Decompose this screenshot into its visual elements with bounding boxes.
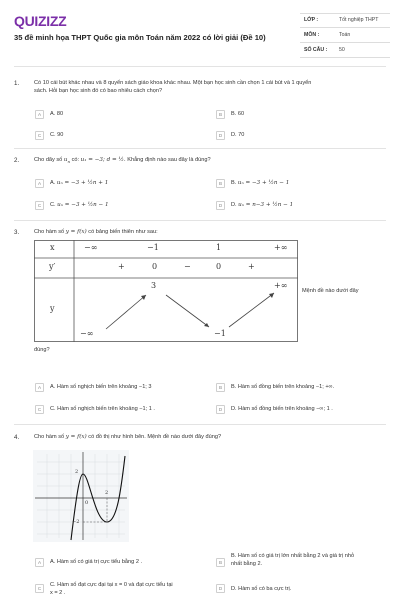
option-prefix: C. — [50, 202, 56, 208]
option-b-text[interactable]: B. Hàm số đồng biến trên khoảng −1; +∞. — [231, 384, 335, 390]
meta-divider — [300, 57, 390, 58]
function-graph-plot — [33, 450, 129, 542]
option-text-line: B. Hàm số có giá trị lớn nhất bằng 2 và giá trị nhỏ — [231, 553, 355, 559]
option-formula: uₙ = −3 + ½n + 1 — [56, 180, 109, 186]
meta-divider — [300, 42, 390, 43]
sign-mark: + — [118, 262, 125, 271]
meta-key-class: LỚP : — [304, 17, 319, 23]
header-divider — [14, 66, 386, 67]
question-number: 4. — [14, 434, 20, 441]
option-d-box[interactable]: D — [216, 405, 225, 414]
variation-table-grid — [34, 240, 298, 342]
sign-mark: + — [248, 262, 255, 271]
question-text: Cho hàm số — [34, 229, 65, 235]
variation-table — [34, 240, 298, 342]
option-c-text[interactable]: C. Hàm số nghịch biến trên khoảng −1; 1 . — [50, 406, 155, 412]
question-text-line: Có 10 cái bút khác nhau và 8 quyển sách giáo khoa khác nhau. Một bạn học sinh cần chọn 1 cái bút và 1 quyển — [34, 80, 312, 86]
option-a-text[interactable]: A. 80 — [50, 111, 64, 117]
option-d-text[interactable]: D. Hàm số đồng biến trên khoảng −∞; 1 . — [231, 406, 333, 412]
option-d-box[interactable]: D — [216, 201, 225, 210]
option-a-text[interactable]: A. Hàm số có giá trị cực tiểu bằng 2 . — [50, 559, 143, 565]
option-b-box[interactable]: B — [216, 558, 225, 567]
option-a-box[interactable]: A — [35, 179, 44, 188]
option-prefix: B. — [231, 180, 237, 186]
option-text-line: nhất bằng 2. — [231, 560, 263, 567]
quizizz-logo: QUIZIZZ — [14, 13, 67, 29]
option-c-text[interactable] — [50, 202, 109, 210]
option-b-text[interactable] — [231, 180, 289, 188]
x-value: −∞ — [84, 243, 98, 252]
option-formula: uₙ = −3 + ½n − 1 — [57, 202, 109, 208]
x-value: 1 — [216, 243, 222, 252]
function-formula: y = f(x) — [65, 434, 87, 440]
question-text: có: — [71, 157, 80, 163]
graph-label: 2 — [75, 469, 79, 475]
question-text-line — [34, 228, 158, 236]
question-divider — [14, 220, 386, 221]
function-graph — [33, 450, 129, 542]
meta-value-subject: Toán — [339, 32, 351, 38]
question-text: có bảng biến thiên như sau: — [88, 229, 158, 235]
row-x-label: x — [50, 243, 55, 252]
sign-mark: 0 — [152, 262, 158, 271]
meta-key-subject: MÔN : — [304, 32, 320, 38]
question-number: 3. — [14, 229, 20, 236]
y-value: −∞ — [80, 329, 94, 338]
option-c-box[interactable]: C — [35, 584, 44, 593]
option-text-line: x = 2 . — [50, 589, 66, 596]
question-text-line — [34, 433, 221, 441]
seq-sub: n — [67, 159, 71, 165]
option-prefix: D. — [231, 202, 237, 208]
condition-formula: u₁ = −3; d = ½. — [80, 157, 126, 163]
x-value: +∞ — [274, 243, 288, 252]
row-yprime-label: y′ — [49, 262, 56, 271]
increasing-arrow — [106, 295, 146, 329]
y-value: −1 — [214, 329, 226, 338]
question-divider — [14, 148, 386, 149]
question-text-line: sách. Hỏi bạn học sinh đó có bao nhiêu cách chọn? — [34, 88, 163, 94]
page-title: 35 đề minh họa THPT Quốc gia môn Toán năm 2022 có lời giải (Đề 10) — [14, 33, 266, 42]
option-a-box[interactable]: A — [35, 110, 44, 119]
meta-value-count: 50 — [339, 47, 345, 53]
question-side-text: Mệnh đề nào dưới đây — [302, 288, 359, 294]
question-text: Cho dãy số — [34, 157, 63, 163]
sequence-symbol — [64, 157, 70, 163]
option-formula: uₙ = −3 + ½n − 1 — [237, 180, 290, 186]
option-c-text[interactable] — [50, 582, 173, 597]
option-text-line: C. Hàm số đạt cực đại tại x = 0 và đạt cực tiểu tại — [50, 582, 173, 588]
question-number: 2. — [14, 157, 20, 164]
question-text-line: đúng? — [34, 347, 50, 353]
question-text: Khẳng định nào sau đây là đúng? — [127, 157, 211, 163]
increasing-arrow — [229, 293, 274, 327]
meta-divider — [300, 13, 390, 14]
option-d-box[interactable]: D — [216, 131, 225, 140]
option-c-box[interactable]: C — [35, 201, 44, 210]
option-d-text[interactable]: D. 70 — [231, 132, 245, 138]
option-a-text[interactable]: A. Hàm số nghịch biến trên khoảng −1; 3 — [50, 384, 152, 390]
meta-key-count: SỐ CÂU : — [304, 47, 328, 53]
option-b-text[interactable]: B. 60 — [231, 111, 245, 117]
option-b-box[interactable]: B — [216, 179, 225, 188]
meta-value-class: Tốt nghiệp THPT — [339, 17, 379, 23]
option-prefix: A. — [50, 180, 56, 186]
sign-mark: − — [184, 262, 191, 271]
question-number: 1. — [14, 80, 20, 87]
question-text: có đồ thị như hình bên. Mệnh đề nào dưới đây đúng? — [88, 434, 222, 440]
option-c-box[interactable]: C — [35, 131, 44, 140]
option-d-text[interactable] — [231, 202, 293, 210]
option-b-box[interactable]: B — [216, 383, 225, 392]
option-d-box[interactable]: D — [216, 584, 225, 593]
question-divider — [14, 424, 386, 425]
sign-mark: 0 — [216, 262, 222, 271]
option-a-box[interactable]: A — [35, 558, 44, 567]
graph-label: 2 — [105, 490, 109, 496]
question-text: Cho hàm số — [34, 434, 65, 440]
option-a-text[interactable] — [50, 180, 108, 188]
option-d-text[interactable]: D. Hàm số có ba cực trị. — [231, 586, 292, 592]
option-b-text[interactable] — [231, 553, 354, 568]
option-b-box[interactable]: B — [216, 110, 225, 119]
seq-var: u — [63, 157, 68, 163]
function-formula: y = f(x) — [65, 229, 87, 235]
y-value: +∞ — [274, 281, 288, 290]
meta-divider — [300, 27, 390, 28]
decreasing-arrow — [166, 295, 209, 327]
row-y-label: y — [50, 304, 55, 313]
question-text-line — [34, 156, 211, 166]
option-a-box[interactable]: A — [35, 383, 44, 392]
option-c-text[interactable]: C. 90 — [50, 132, 64, 138]
x-value: −1 — [147, 243, 159, 252]
graph-label: 0 — [85, 500, 89, 506]
y-value: 3 — [151, 281, 157, 290]
option-formula: uₙ = n−3 + ½n − 1 — [238, 202, 294, 208]
option-c-box[interactable]: C — [35, 405, 44, 414]
graph-label: −2 — [72, 519, 80, 525]
